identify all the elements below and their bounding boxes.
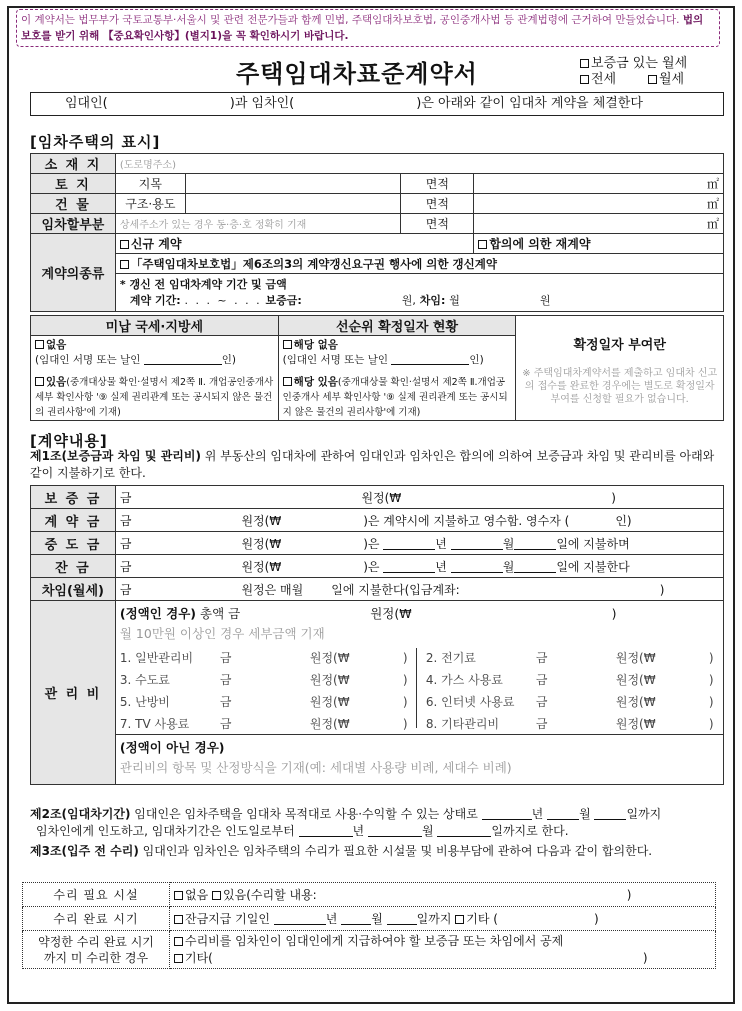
addr-field[interactable]: (도로명주소) [115, 154, 723, 174]
priority-none[interactable]: 해당 없음 [283, 338, 512, 352]
deposit-label: 보 증 금 [31, 486, 116, 509]
section-contract: [계약내용] [30, 432, 108, 450]
repair-time-field[interactable]: 잔금지급 기일인 년 월 일까지 기타 ( ) [170, 907, 716, 931]
priority-sign-field[interactable] [391, 352, 469, 365]
checkbox-icon[interactable] [35, 340, 44, 349]
lease-label: 임차할부분 [31, 214, 116, 234]
checkbox-icon[interactable] [455, 915, 464, 924]
deposit-field[interactable]: 금 원정(₩ ) [115, 486, 723, 509]
parties-line: 임대인( )과 임차인( )은 아래와 같이 임대차 계약을 체결한다 [30, 92, 724, 116]
ctype-agreed[interactable]: 합의에 의한 재계약 [474, 234, 724, 254]
down-field[interactable]: 금 원정(₩ )은 계약시에 지불하고 영수함. 영수자 ( 인) [115, 509, 723, 532]
priority-cell: 해당 없음 (임대인 서명 또는 날인 인) 해당 있음(중개대상물 확인·설명서 제2쪽 Ⅱ.개업공인중개사 세부 확인사항 '⑨ 실제 권리관계 또는 공시되지 않은 물건의 권리사항'에 기재) [278, 336, 516, 421]
repair-time-label: 수리 완료 시기 [23, 907, 170, 931]
rent-field[interactable]: 금 원정은 매월 일에 지불한다(입금계좌: ) [115, 578, 723, 601]
mid-field[interactable]: 금 원정(₩ )은 년 월 일에 지불하며 [115, 532, 723, 555]
notice-bold: 법의 보호를 받기 위해 【중요확인사항】(별지1)을 꼭 확인하시기 바랍니다. [21, 14, 704, 42]
mgmt-item[interactable]: 3. 수도료 금 원정(₩ ) [119, 673, 408, 687]
mgmt-item[interactable]: 6. 인터넷 사용료 금 원정(₩ ) [425, 695, 714, 709]
stamp-note: ※ 주택임대차계약서를 제출하고 임대차 신고의 접수를 완료한 경우에는 별도로 확정일자 부여를 신청할 필요가 없습니다. [522, 368, 718, 405]
bldg-type-field[interactable] [185, 194, 401, 214]
article-3: 제3조(입주 전 수리) 임대인과 임차인은 임차주택의 수리가 필요한 시설물 및 비용부담에 관하여 다음과 같이 합의한다. [30, 844, 653, 858]
down-label: 계 약 금 [31, 509, 116, 532]
land-area-label: 면적 [401, 174, 474, 194]
bldg-area-field[interactable]: ㎡ [474, 194, 724, 214]
checkbox-icon[interactable] [478, 240, 487, 249]
lease-area-field[interactable]: ㎡ [474, 214, 724, 234]
mgmt-label: 관 리 비 [31, 601, 116, 785]
priority-header: 선순위 확정일자 현황 [278, 316, 516, 336]
checkbox-icon[interactable] [580, 75, 589, 84]
mgmt-item[interactable]: 8. 기타관리비 금 원정(₩ ) [425, 717, 714, 731]
tax-header: 미납 국세·지방세 [31, 316, 279, 336]
tax-cell: 없음 (임대인 서명 또는 날인 인) 있음(중개대상물 확인·설명서 제2쪽 Ⅱ. 개업공인중개사 세부 확인사항 '⑨ 실제 권리관계 또는 공시되지 않은 물건의 권리사항'에 기재) [31, 336, 279, 421]
checkbox-icon[interactable] [174, 891, 183, 900]
kind-deposit-monthly[interactable]: 보증금 있는 월세 [580, 52, 687, 71]
checkbox-icon[interactable] [283, 377, 292, 386]
ctype-prev: * 갱신 전 임대차계약 기간 및 금액 계약 기간: . . . ~ . . . 보증금: 원, 차임: 월 원 [115, 274, 723, 312]
repair-need-label: 수리 필요 시설 [23, 883, 170, 907]
bldg-type-label: 구조·용도 [115, 194, 185, 214]
mgmt-items [116, 644, 723, 734]
addr-label: 소 재 지 [31, 154, 116, 174]
checkbox-icon[interactable] [174, 954, 183, 963]
bldg-area-label: 면적 [401, 194, 474, 214]
tax-yes[interactable]: 있음(중개대상물 확인·설명서 제2쪽 Ⅱ. 개업공인중개사 세부 확인사항 '⑨ 실제 권리관계 또는 공시되지 않은 물건의 권리사항'에 기재) [35, 376, 274, 418]
mgmt-fixed[interactable]: (정액인 경우) 총액 금 원정(₩ ) [119, 606, 617, 621]
mgmt-cell [115, 601, 723, 785]
legal-notice [16, 9, 720, 47]
repair-miss-label: 약정한 수리 완료 시기 까지 미 수리한 경우 [23, 931, 170, 969]
checkbox-icon[interactable] [580, 59, 589, 68]
tax-table [30, 315, 724, 421]
repair-need-field[interactable]: 없음 있음(수리할 내용: ) [170, 883, 716, 907]
ctype-label: 계약의종류 [31, 234, 116, 312]
balance-label: 잔 금 [31, 555, 116, 578]
payment-table [30, 485, 724, 785]
land-type-label: 지목 [115, 174, 185, 194]
bldg-label: 건 물 [31, 194, 116, 214]
stamp-cell [516, 316, 724, 421]
kind-monthly[interactable]: 월세 [648, 68, 684, 87]
ctype-renew[interactable]: 「주택임대차보호법」제6조의3의 계약갱신요구권 행사에 의한 갱신계약 [115, 254, 723, 274]
tax-sign-field[interactable] [144, 352, 222, 365]
ctype-new[interactable]: 신규 계약 [115, 234, 473, 254]
house-table [30, 153, 724, 312]
checkbox-icon[interactable] [174, 915, 183, 924]
mgmt-item[interactable]: 4. 가스 사용료 금 원정(₩ ) [425, 673, 714, 687]
checkbox-icon[interactable] [120, 240, 129, 249]
checkbox-icon[interactable] [120, 260, 129, 269]
land-type-field[interactable] [185, 174, 401, 194]
mgmt-item[interactable]: 7. TV 사용료 금 원정(₩ ) [119, 717, 408, 731]
section-house: [임차주택의 표시] [30, 133, 161, 151]
tax-none[interactable]: 없음 [35, 338, 274, 352]
checkbox-icon[interactable] [174, 937, 183, 946]
mid-label: 중 도 금 [31, 532, 116, 555]
lease-area-label: 면적 [401, 214, 474, 234]
article-1: 제1조(보증금과 차임 및 관리비) 위 부동산의 임대차에 관하여 임대인과 임차인은 합의에 의하여 보증금과 차임 및 관리비를 아래와 같이 지불하기로 한다. [30, 449, 715, 480]
page-title: 주택임대차표준계약서 [236, 60, 478, 88]
land-area-field[interactable]: ㎡ [474, 174, 724, 194]
repair-miss-field[interactable]: 수리비를 임차인이 임대인에게 지급하여야 할 보증금 또는 차임에서 공제 기타( ) [170, 931, 716, 969]
mgmt-item[interactable]: 1. 일반관리비 금 원정(₩ ) [119, 651, 408, 665]
repair-table [22, 882, 716, 969]
notice-text: 이 계약서는 법무부가 국토교통부·서울시 및 관련 전문가들과 함께 민법, 주택임대차보호법, 공인중개사법 등 관계법령에 근거하여 만들었습니다. [21, 14, 680, 26]
kind-jeonse[interactable]: 전세 [580, 68, 616, 87]
lease-field[interactable]: 상세주소가 있는 경우 동·층·호 정확히 기재 [115, 214, 401, 234]
rent-label: 차임(월세) [31, 578, 116, 601]
mgmt-nonfixed[interactable]: (정액이 아닌 경우) 관리비의 항목 및 산정방식을 기재(예: 세대별 사용량 비례, 세대수 비례) [116, 734, 723, 784]
mgmt-item[interactable]: 2. 전기료 금 원정(₩ ) [425, 651, 714, 665]
checkbox-icon[interactable] [283, 340, 292, 349]
priority-yes[interactable]: 해당 있음(중개대상물 확인·설명서 제2쪽 Ⅱ.개업공인중개사 세부 확인사항 '⑨ 실제 권리관계 또는 공시되지 않은 물건의 권리사항'에 기재) [282, 376, 508, 418]
stamp-header: 확정일자 부여란 [573, 338, 666, 353]
land-label: 토 지 [31, 174, 116, 194]
balance-field[interactable]: 금 원정(₩ )은 년 월 일에 지불한다 [115, 555, 723, 578]
mgmt-note: 월 10만원 이상인 경우 세부금액 기재 [119, 626, 325, 641]
article-2: 제2조(임대차기간) 임대인은 임차주택을 임대차 목적대로 사용·수익할 수 있는 상태로 년 월 일까지 임차인에게 인도하고, 임대차기간은 인도일로부터 년 월 일까지로 한다. [30, 807, 662, 838]
checkbox-icon[interactable] [35, 377, 44, 386]
checkbox-icon[interactable] [648, 75, 657, 84]
checkbox-icon[interactable] [212, 891, 221, 900]
mgmt-item[interactable]: 5. 난방비 금 원정(₩ ) [119, 695, 408, 709]
